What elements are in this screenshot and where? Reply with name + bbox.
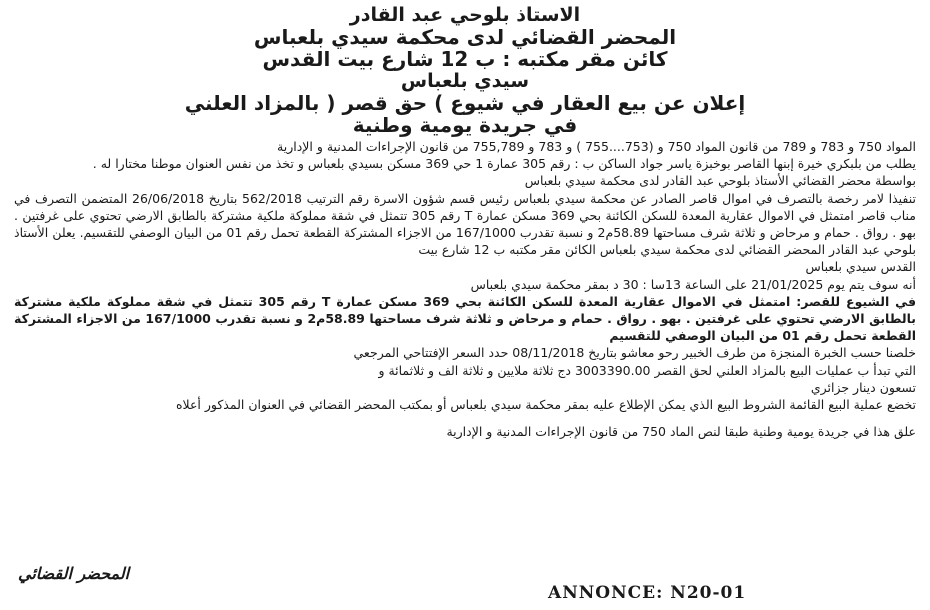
office-address: كائن مقر مكتبه : ب 12 شارع بيت القدس — [262, 47, 668, 71]
spacer — [14, 413, 916, 423]
city-name: سيدي بلعباس — [400, 70, 530, 92]
publication-legal-basis: علق هذا في جريدة يومية وطنية طبقا لنص الماد 750 من قانون الإجراءات المدنية و الإدارية — [446, 424, 916, 440]
bailiff-name: الاستاذ بلوحي عبد القادر — [349, 4, 581, 26]
city-line: القدس سيدي بلعباس — [805, 259, 916, 275]
property-description: في الشيوع للقصر: امتمثل في الاموال عقارية المعدة للسكن الكائنة بحي 369 مسكن عمارة T رقم 305 تتمثل في شقة مملوكة ملكية مشتركة بالطابق الارضي تحتوي على غرفتين . بهو . رواق . حمام و مرحاض و ثلاثة شرف مساحتها 58.89م2 و نسبة تقدرب 167/1000 من الاجزاء المشتركة القطعة تحمل رقم 01 من البيان الوصفي للتقسيم — [14, 293, 917, 344]
conditions-paragraph: تخضع عملية البيع القائمة الشروط البيع الذي يمكن الإطلاع عليه بمقر محكمة سيدي بلعباس أو بمكتب المحضر القضائي في العنوان المذكور أعلاه — [175, 397, 916, 413]
petitioner-paragraph: يطلب من بلبكري خيرة إبنها القاصر بوخبزة ياسر جواد الساكن ب : رقم 305 عمارة 1 حي 369 مسكن بسيدي بلعباس و تخذ من نفس العنوان موطنا مختارا له . — [92, 156, 916, 172]
signature: المحضر القضائي — [18, 564, 130, 583]
annonce-number: ANNONCE: N20-01 — [548, 583, 747, 603]
bailiff-mention: بواسطة محضر القضائي الأستاذ بلوحي عبد القادر لدى محكمة سيدي بلعباس — [524, 173, 916, 189]
publication-note: في جريدة يومية وطنية — [352, 113, 578, 137]
expertise-paragraph: خلصنا حسب الخبرة المنجزة من طرف الخبير رحو معاشو بتاريخ 08/11/2018 حدد السعر الإفتتاحي المرجعي — [353, 345, 916, 361]
announcement-title: إعلان عن بيع العقار في شيوع ) حق قصر ( بالمزاد العلني — [184, 91, 746, 115]
bailiff-title: المحضر القضائي لدى محكمة سيدي بلعباس — [253, 25, 677, 49]
announcement-header — [14, 4, 916, 136]
announcement-body — [14, 138, 916, 440]
execution-order-paragraph: تنفيذا لامر رخصة بالتصرف في اموال قاصر الصادر عن محكمة سيدي بلعباس رئيس قسم شؤون الاسرة رقم الترتيب 562/2018 بتاريخ 26/06/2018 المتضمن التصرف في مناب قاصر امتمثل في الاموال عقارية المعدة للسكن الكائنة بحي 369 مسكن عمارة T رقم 305 تتمثل في شقة مملوكة ملكية مشتركة بالطابق الارضي تحتوي على غرفتين . بهو . رواق . حمام و مرحاض و ثلاثة شرف مساحتها 58.89م2 و نسبة تقدرب 167/1000 من الاجزاء المشتركة القطعة تحمل رقم 01 من البيان الوصفي للتقسيم. يعلن الأستاذ بلوحي عبد القادر المحضر القضائي لدى محكمة سيدي بلعباس الكائن مقر مكتبه ب 12 شارع بيت — [14, 190, 917, 258]
auction-date-paragraph: أنه سوف يتم يوم 21/01/2025 على الساعة 13سا : 30 د بمقر محكمة سيدي بلعباس — [470, 276, 916, 292]
legal-articles: المواد 750 و 783 و 789 من قانون المواد 750 و (753....755 ) و 783 و 755,789 من قانون الإجراءات المدنية و الإدارية — [277, 139, 916, 154]
price-in-words: تسعون دينار جزائري — [810, 379, 916, 395]
starting-price-paragraph: التي تبدأ ب عمليات البيع بالمزاد العلني لحق القصر 3003390.00 دج ثلاثة ملايين و ثلاثة الف و ثلاثمائة و — [378, 362, 916, 378]
